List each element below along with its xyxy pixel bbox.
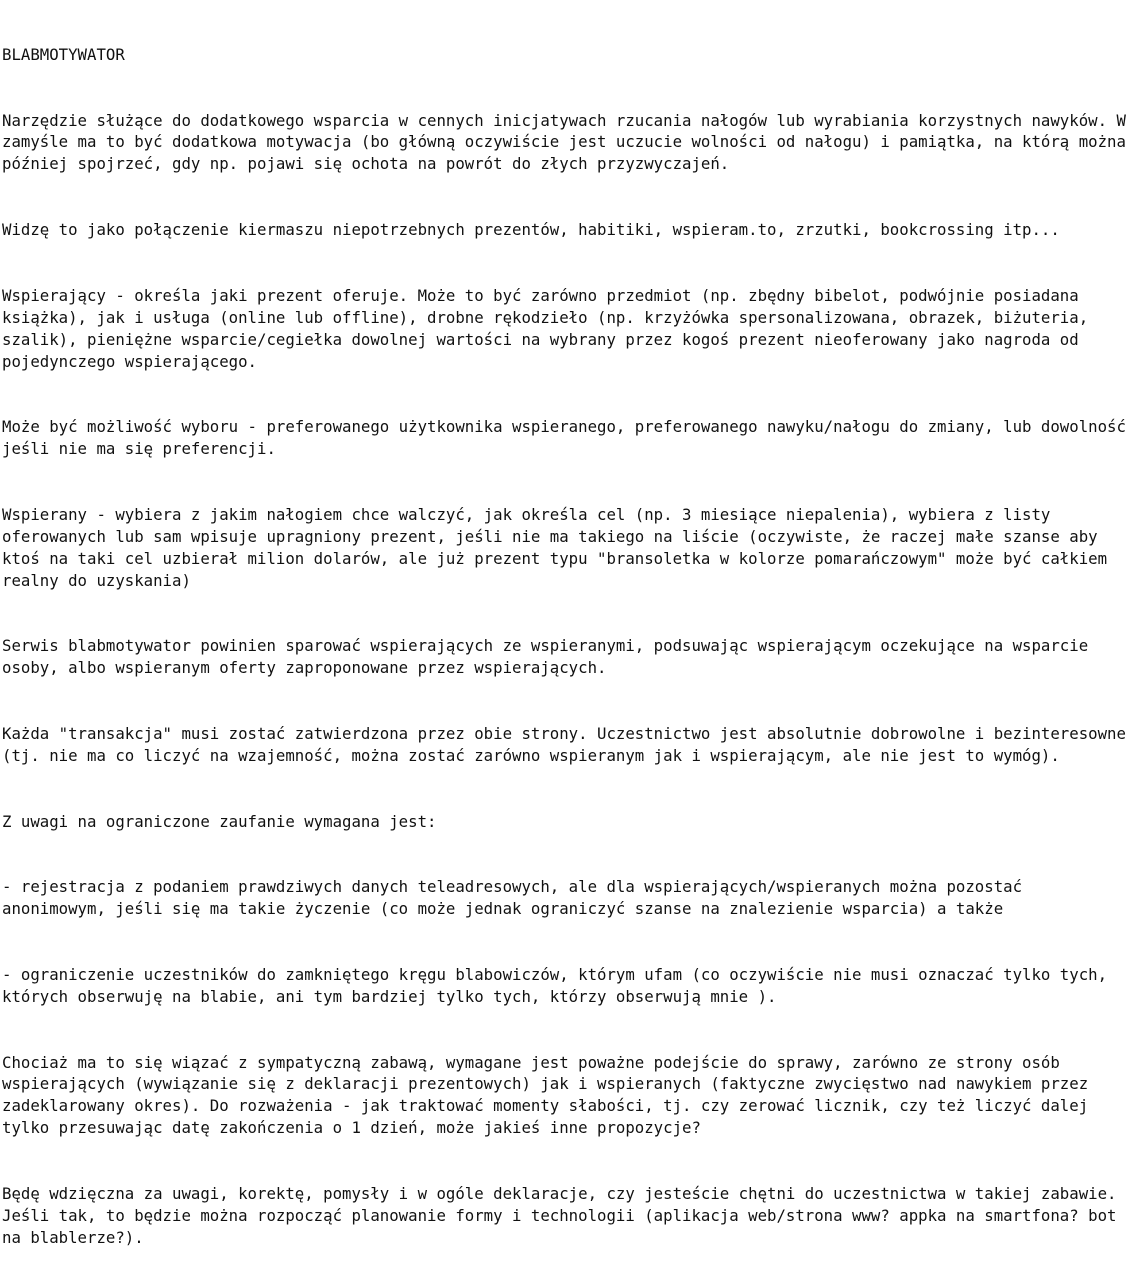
paragraph-pairing: Serwis blabmotywator powinien sparować wspierających ze wspieranymi, podsuwając wspierającym oczekujące na wsparcie osoby, albo wspieranym oferty zaproponowane przez wspierających. <box>2 636 1098 678</box>
paragraph-supported: Wspierany - wybiera z jakim nałogiem chce walczyć, jak określa cel (np. 3 miesiące niepalenia), wybiera z listy oferowanych lub sam wpisuje upragniony prezent, jeśli nie ma takiego na liście (oczywiste, że raczej małe szanse aby ktoś na taki cel uzbierał milion dolarów, ale już prezent typu "bransoletka w kolorze pomarańczowym" może być całkiem realny do uzyskania) <box>2 504 1117 590</box>
list-item-registration: - rejestracja z podaniem prawdziwych danych teleadresowych, ale dla wspierających/wspieranych można pozostać anonimowym, jeśli się ma takie życzenie (co może jednak ograniczyć szanse na znalezienie wsparcia) a także <box>2 877 1032 919</box>
document-title: BLABMOTYWATOR <box>2 44 125 64</box>
paragraph-choice: Może być możliwość wyboru - preferowanego użytkownika wspieranego, preferowanego nawyku/nałogu do zmiany, lub dowolność jeśli nie ma się preferencji. <box>2 417 1136 459</box>
paragraph-trust-heading: Z uwagi na ograniczone zaufanie wymagana jest: <box>2 811 437 831</box>
paragraph-supporter: Wspierający - określa jaki prezent oferuje. Może to być zarówno przedmiot (np. zbędny bibelot, podwójnie posiadana książka), jak i usługa (online lub offline), drobne rękodzieło (np. krzyżówka spersonalizowana, obrazek, biżuteria, szalik), pieniężne wsparcie/cegiełka dowolnej wartości na wybrany przez kogoś prezent nieoferowany jako nagroda od pojedynczego wspierającego. <box>2 285 1098 371</box>
paragraph-inspiration: Widzę to jako połączenie kiermaszu niepotrzebnych prezentów, habitiki, wspieram.to, zrzutki, bookcrossing itp... <box>2 220 1060 240</box>
list-item-closed-circle: - ograniczenie uczestników do zamkniętego kręgu blabowiczów, którym ufam (co oczywiście nie musi oznaczać tylko tych, których obserwuję na blabie, ani tym bardziej tylko tych, którzy obserwują mnie ). <box>2 964 1117 1006</box>
paragraph-transaction: Każda "transakcja" musi zostać zatwierdzona przez obie strony. Uczestnictwo jest absolutnie dobrowolne i bezinteresowne (tj. nie ma co liczyć na wzajemność, można zostać zarówno wspieranym jak i wspierającym, ale nie jest to wymóg). <box>2 723 1136 765</box>
paragraph-feedback: Będę wdzięczna za uwagi, korektę, pomysły i w ogóle deklaracje, czy jesteście chętni do uczestnictwa w takiej zabawie. Jeśli tak, to będzie można rozpocząć planowanie formy i technologii (aplikacja web/strona www? appka na smartfona? bot na blablerze?). <box>2 1183 1126 1247</box>
paragraph-intro: Narzędzie służące do dodatkowego wsparcia w cennych inicjatywach rzucania nałogów lub wyrabiania korzystnych nawyków. W zamyśle ma to być dodatkowa motywacja (bo główną oczywiście jest uczucie wolności od nałogu) i pamiątka, na którą można później spojrzeć, gdy np. pojawi się ochota na powrót do złych przyzwyczajeń. <box>2 110 1136 174</box>
paragraph-seriousness: Chociaż ma to się wiązać z sympatyczną zabawą, wymagane jest poważne podejście do sprawy, zarówno ze strony osób wspierających (wywiązanie się z deklaracji prezentowych) jak i wspieranych (faktyczne zwycięstwo nad nawykiem przez zadeklarowany okres). Do rozważenia - jak traktować momenty słabości, tj. czy zerować licznik, czy też liczyć dalej tylko przesuwając datę zakończenia o 1 dzień, może jakieś inne propozycje? <box>2 1052 1098 1138</box>
